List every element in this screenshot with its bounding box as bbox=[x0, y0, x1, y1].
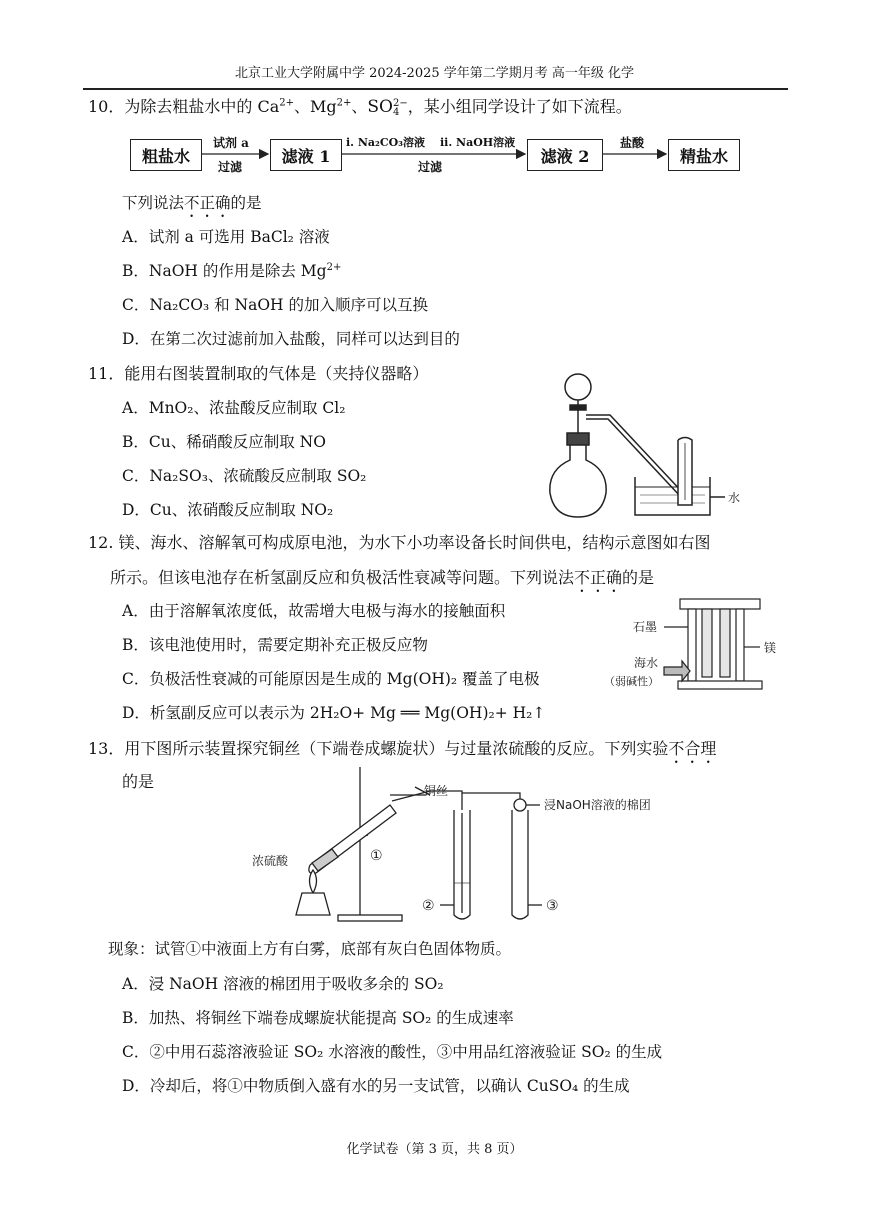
flow-label-na2co3: i. Na₂CO₃溶液 bbox=[346, 136, 425, 149]
q11-option-d: D．Cu、浓硝酸反应制取 NO₂ bbox=[122, 501, 334, 519]
q12-stem-line1: 12. 镁、海水、溶解氧可构成原电池，为水下小功率设备长时间供电，结构示意图如右图 bbox=[88, 533, 711, 552]
q13-number: 13． bbox=[88, 739, 125, 758]
q10-option-d: D．在第二次过滤前加入盐酸，同样可以达到目的 bbox=[122, 330, 460, 348]
flow-box-refined-brine: 精盐水 bbox=[668, 139, 740, 171]
q12-number: 12. bbox=[88, 533, 114, 552]
alkaline-label: （弱碱性） bbox=[604, 675, 659, 688]
q10-prompt: 下列说法不正确的是 bbox=[122, 194, 262, 212]
q10-number: 10． bbox=[88, 97, 125, 116]
q11-option-a: A．MnO₂、浓盐酸反应制取 Cl₂ bbox=[122, 399, 346, 417]
flow-box-filtrate1: 滤液 1 bbox=[270, 139, 342, 171]
q11-water-label: 水 bbox=[728, 491, 741, 505]
q12-option-d: D．析氢副反应可以表示为 2H₂O+ Mg ══ Mg(OH)₂+ H₂↑ bbox=[122, 704, 546, 722]
cotton-label: 浸NaOH溶液的棉团 bbox=[544, 798, 651, 812]
q12-stem-line2: 所示。但该电池存在析氢副反应和负极活性衰减等问题。下列说法不正确的是 bbox=[110, 568, 655, 587]
q13-stem-line1: 13．用下图所示装置探究铜丝（下端卷成螺旋状）与过量浓硫酸的反应。下列实验不合理 bbox=[88, 739, 717, 758]
flow-box-crude-brine: 粗盐水 bbox=[130, 139, 202, 171]
q11-stem: 11．能用右图装置制取的气体是（夹持仪器略） bbox=[88, 364, 429, 383]
flow-label-filter2: 过滤 bbox=[418, 160, 443, 174]
q13-stem-line2: 的是 bbox=[122, 772, 155, 791]
so4-ion: SO 2− 4 bbox=[367, 97, 408, 118]
copper-wire-label: 铜丝 bbox=[424, 784, 449, 798]
conc-acid-label: 浓硫酸 bbox=[252, 854, 289, 868]
flow-box-filtrate2: 滤液 2 bbox=[527, 139, 603, 171]
q11-apparatus-diagram bbox=[540, 365, 750, 525]
q13-option-c: C．②中用石蕊溶液验证 SO₂ 水溶液的酸性，③中用品红溶液验证 SO₂ 的生成 bbox=[122, 1043, 663, 1061]
page-header: 北京工业大学附属中学 2024-2025 学年第二学期月考 高一年级 化学 bbox=[234, 66, 635, 81]
q12-option-a: A．由于溶解氧浓度低，故需增大电极与海水的接触面积 bbox=[122, 602, 506, 620]
q10-option-c: C．Na₂CO₃ 和 NaOH 的加入顺序可以互换 bbox=[122, 296, 428, 314]
q12-option-b: B．该电池使用时，需要定期补充正极反应物 bbox=[122, 636, 428, 654]
flow-label-filter1: 过滤 bbox=[218, 160, 243, 174]
q10-stem: 10．为除去粗盐水中的 $Ca^{2+}$、$Mg^{2+}$、SO 2− 4 ，某小组同学设计了如下流程。 bbox=[88, 97, 632, 118]
page-footer: 化学试卷（第 3 页，共 8 页） bbox=[346, 1142, 523, 1157]
magnesium-label: 镁 bbox=[764, 641, 777, 655]
tube2-label: ② bbox=[422, 898, 435, 914]
flow-label-naoh: ii. NaOH溶液 bbox=[440, 136, 516, 149]
seawater-label: 海水 bbox=[634, 656, 659, 670]
q13-option-d: D．冷却后，将①中物质倒入盛有水的另一支试管，以确认 CuSO₄ 的生成 bbox=[122, 1077, 630, 1095]
q13-option-a: A．浸 NaOH 溶液的棉团用于吸收多余的 SO₂ bbox=[122, 975, 444, 993]
q13-option-b: B．加热、将铜丝下端卷成螺旋状能提高 SO₂ 的生成速率 bbox=[122, 1009, 514, 1027]
tube3-label: ③ bbox=[546, 898, 559, 914]
q12-option-c: C．负极活性衰减的可能原因是生成的 Mg(OH)₂ 覆盖了电极 bbox=[122, 670, 540, 688]
q13-phenomenon: 现象：试管①中液面上方有白雾，底部有灰白色固体物质。 bbox=[108, 940, 512, 958]
q10-option-a: A．试剂 a 可选用 BaCl₂ 溶液 bbox=[122, 228, 330, 246]
tube1-label: ① bbox=[370, 848, 383, 864]
q11-option-c: C．Na₂SO₃、浓硫酸反应制取 SO₂ bbox=[122, 467, 367, 485]
q11-number: 11． bbox=[88, 364, 125, 383]
q11-option-b: B．Cu、稀硝酸反应制取 NO bbox=[122, 433, 326, 451]
flow-label-reagent-a: 试剂 a bbox=[213, 136, 249, 150]
q13-apparatus-diagram bbox=[240, 765, 690, 927]
q12-battery-diagram bbox=[600, 595, 790, 695]
q10-option-b: B．NaOH 的作用是除去 $Mg^{2+}$ bbox=[122, 261, 342, 280]
flow-label-hcl: 盐酸 bbox=[620, 136, 645, 150]
graphite-label: 石墨 bbox=[633, 620, 658, 634]
